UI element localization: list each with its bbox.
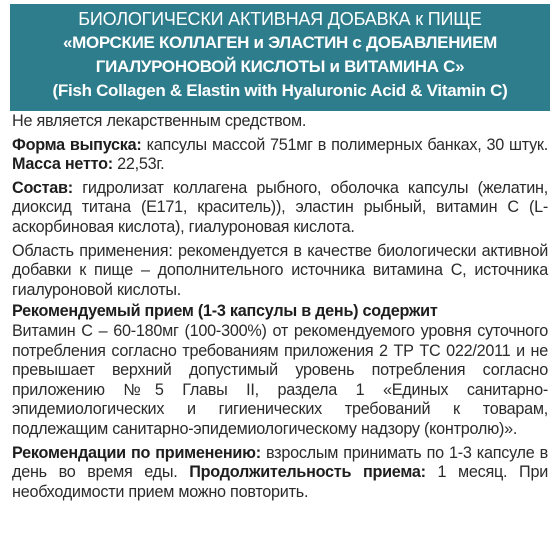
banner-english-name: (Fish Collagen & Elastin with Hyaluronic Acid & Vitamin C): [52, 81, 508, 100]
composition-paragraph: [12, 179, 548, 238]
dose-heading: Рекомендуемый прием (1-3 капсулы в день) содержит: [12, 302, 438, 321]
net-mass-text: 22,53г.: [112, 155, 165, 174]
usage-paragraph: [12, 444, 548, 503]
release-form-text: капсулы массой 751мг в полимерных банках, 30 штук.: [141, 135, 549, 154]
banner-category-line: БИОЛОГИЧЕСКИ АКТИВНАЯ ДОБАВКА к ПИЩЕ: [78, 9, 482, 29]
banner-product-name-line-1: «МОРСКИЕ КОЛЛАГЕН и ЭЛАСТИН с ДОБАВЛЕНИЕМ: [62, 33, 497, 52]
product-title-banner: [10, 4, 550, 111]
duration-text: 1 месяц. При необходимости прием можно повторить.: [12, 463, 548, 501]
release-form-paragraph: [12, 136, 548, 175]
application-text: Область применения: рекомендуется в качестве биологически активной добавки к пище – дополнительного источника витамина С, источника гиалуроновой кислоты.: [12, 241, 548, 299]
composition-text: гидролизат коллагена рыбного, оболочка капсулы (желатин, диоксид титана (Е171, краситель)), эластин рыбный, витамин С (L-аскорбиновая кислота), гиалуроновая кислота.: [12, 178, 548, 236]
net-mass-label: Масса нетто:: [12, 155, 113, 174]
dose-text: Витамин С – 60-180мг (100-300%) от рекомендуемого уровня суточного потребления согласно требованиям приложения 2 ТР ТС 022/2011 и не превышает верхний допустимый уровень потребления согласно приложению №5 Главы II, раздела 1 «Единых санитарно-эпидемиологических и гигиенических требований к товарам, подлежащим санитарно-эпидемиологическому надзору (контролю)».: [12, 321, 548, 438]
banner-product-name-line-2: ГИАЛУРОНОВОЙ КИСЛОТЫ и ВИТАМИНА С»: [95, 57, 465, 76]
not-medicine-note: [12, 112, 548, 132]
duration-label: Продолжительность приема:: [189, 463, 426, 482]
release-form-label: Форма выпуска:: [12, 135, 142, 154]
product-description: [12, 112, 548, 502]
dose-paragraph: [12, 322, 548, 440]
usage-label: Рекомендации по применению:: [12, 443, 261, 462]
usage-text: взрослым принимать по 1-3 капсуле в день во время еды.: [12, 443, 548, 482]
composition-label: Состав:: [12, 178, 73, 197]
not-medicine-text: Не является лекарственным средством.: [12, 112, 307, 130]
application-paragraph: [12, 242, 548, 301]
